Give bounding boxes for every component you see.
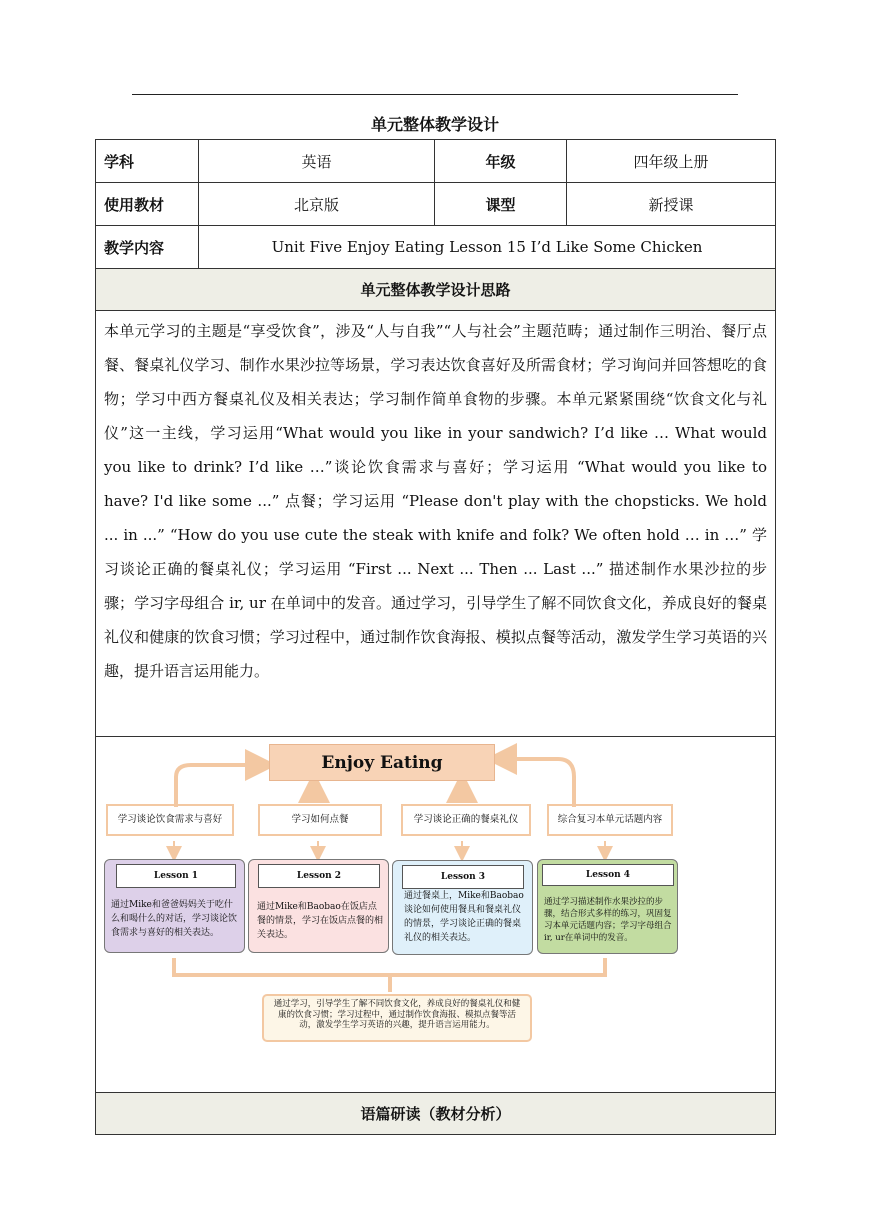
unit-title-box: Enjoy Eating <box>269 744 495 781</box>
textbook-label: 使用教材 <box>96 183 199 226</box>
table-row <box>96 226 776 269</box>
header-rule <box>132 94 738 95</box>
content-label: 教学内容 <box>96 226 199 269</box>
lesson-text-3: 通过餐桌上，Mike和Baobao谈论如何使用餐具和餐桌礼仪的情景，学习谈论正确的餐桌礼仪的相关表达。 <box>404 891 524 943</box>
diagram-cell <box>96 737 776 1093</box>
table-row <box>96 269 776 311</box>
lesson-text-2: 通过Mike和Baobao在饭店点餐的情景，学习在饭店点餐的相关表达。 <box>257 902 384 940</box>
table-row <box>96 140 776 183</box>
lesson-text-1: 通过Mike和爸爸妈妈关于吃什么和喝什么的对话，学习谈论饮食需求与喜好的相关表达。 <box>111 900 238 938</box>
lesson-card-1 <box>104 859 245 953</box>
table-row <box>96 183 776 226</box>
grade-value: 四年级上册 <box>567 140 776 183</box>
lesson-card-3 <box>392 860 533 955</box>
table-row <box>96 1093 776 1135</box>
subject-label: 学科 <box>96 140 199 183</box>
lesson-card-4 <box>537 859 678 954</box>
lesson-design-table <box>95 139 776 1135</box>
lesson-label-1: Lesson 1 <box>116 864 236 888</box>
design-paragraph: 本单元学习的主题是“享受饮食”，涉及“人与自我”“人与社会”主题范畴；通过制作三明治、餐厅点餐、餐桌礼仪学习、制作水果沙拉等场景，学习表达饮食喜好及所需食材；学习询问并回答想吃的食物；学习中西方餐桌礼仪及相关表达；学习制作简单食物的步骤。本单元紧紧围绕“饮食文化与礼仪”这一主线，学习运用“What would you like in your sandwich? I’d like … What would you like to drink? I’d like …”谈论饮食需求与喜好；学习运用 “What would you like to have? I'd like some ...” 点餐；学习运用 “Please don't play with the chopsticks. We hold ... in ...” “How do you use cute the steak with knife and folk? We often hold … in …” 学习谈论正确的餐桌礼仪；学习运用 “First ... Next ... Then ... Last ...” 描述制作水果沙拉的步骤；学习字母组合 ir, ur 在单词中的发音。通过学习，引导学生了解不同饮食文化，养成良好的餐桌礼仪和健康的饮食习惯；学习过程中，通过制作饮食海报、模拟点餐等活动，激发学生学习英语的兴趣，提升语言运用能力。 <box>96 311 776 737</box>
lesson-label-3: Lesson 3 <box>402 865 524 889</box>
table-row <box>96 311 776 737</box>
analysis-heading: 语篇研读（教材分析） <box>96 1093 776 1135</box>
lesson-label-2: Lesson 2 <box>258 864 380 888</box>
textbook-value: 北京版 <box>199 183 435 226</box>
topic-box-2: 学习如何点餐 <box>258 804 382 836</box>
grade-label: 年级 <box>435 140 567 183</box>
unit-structure-diagram <box>96 737 774 1087</box>
design-heading: 单元整体教学设计思路 <box>96 269 776 311</box>
topic-box-3: 学习谈论正确的餐桌礼仪 <box>401 804 531 836</box>
content-value: Unit Five Enjoy Eating Lesson 15 I’d Like Some Chicken <box>199 226 776 269</box>
table-row <box>96 737 776 1093</box>
topic-box-4: 综合复习本单元话题内容 <box>547 804 673 836</box>
lesson-text-4: 通过学习描述制作水果沙拉的步骤，结合形式多样的练习，巩固复习本单元话题内容；学习字母组合ir, ur在单词中的发音。 <box>544 897 672 943</box>
subject-value: 英语 <box>199 140 435 183</box>
lesson-type-label: 课型 <box>435 183 567 226</box>
lesson-card-2 <box>248 859 389 953</box>
unit-summary-box: 通过学习，引导学生了解不同饮食文化，养成良好的餐桌礼仪和健康的饮食习惯；学习过程中，通过制作饮食海报、模拟点餐等活动，激发学生学习英语的兴趣，提升语言运用能力。 <box>262 994 532 1042</box>
topic-box-1: 学习谈论饮食需求与喜好 <box>106 804 234 836</box>
lesson-type-value: 新授课 <box>567 183 776 226</box>
lesson-label-4: Lesson 4 <box>542 864 674 886</box>
document-title: 单元整体教学设计 <box>370 115 499 134</box>
